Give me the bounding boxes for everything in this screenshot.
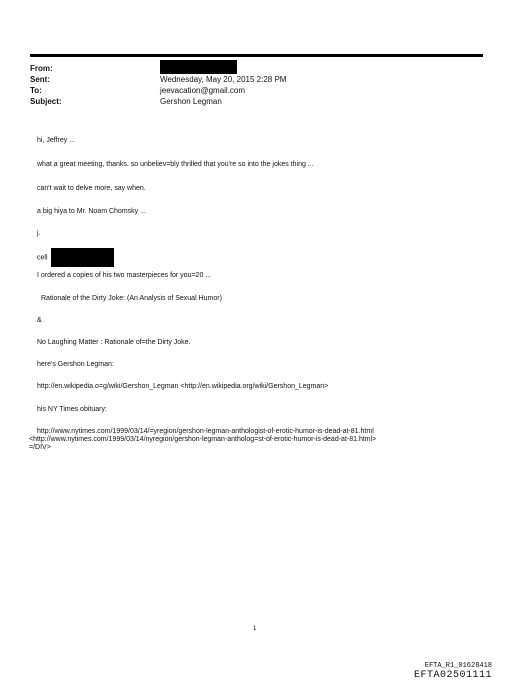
nyt-link: <http://www.nytimes.com/1999/03/14/nyregion/gershon-legman-antholog=st-of-erotic-humor-is-dead-at-81.html> [29, 436, 377, 443]
signature: j. [37, 230, 41, 237]
cell-label: cell [37, 254, 48, 262]
book-title: No Laughing Matter : Rationale of=the Dirty Joke. [37, 339, 191, 346]
body-line: a big hiya to Mr. Noam Chomsky ... [37, 208, 146, 215]
document-ids [414, 662, 492, 681]
nyt-link: http://www.nytimes.com/1999/03/14/=yregion/gershon-legman-anthologist-of-erotic-humor-is-dead-at-81.html [37, 428, 374, 435]
sent-value: Wednesday, May 20, 2015 2:28 PM [160, 75, 287, 84]
to-value: jeevacation@gmail.com [160, 86, 246, 95]
body-line: =/DIV> [29, 444, 51, 451]
subject-row [30, 97, 490, 108]
body-line: here's Gershon Legman: [37, 361, 114, 368]
ampersand: & [37, 317, 42, 324]
body-line: what a great meeting, thanks. so unbeliev=bly thrilled that you're so into the jokes thing ... [37, 161, 314, 168]
doc-id-small: EFTA_R1_01628418 [424, 662, 492, 670]
sent-row [30, 75, 490, 86]
wiki-link: http://en.wikipedia.o=g/wiki/Gershon_Legman <http://en.wikipedia.org/wiki/Gershon_Legman> [37, 383, 329, 390]
page-number: 1 [253, 626, 257, 632]
from-row [30, 64, 490, 75]
body-line: can't wait to delve more, say when. [37, 185, 146, 192]
cell-row [37, 248, 114, 267]
body-line: I ordered a copies of his two masterpieces for you=20 ... [37, 272, 212, 279]
book-title: Rationale of the Dirty Joke: (An Analysis of Sexual Humor) [41, 295, 222, 302]
subject-value: Gershon Legman [160, 97, 222, 106]
redaction-box [160, 60, 237, 74]
doc-id-large: EFTA02501111 [413, 670, 492, 681]
subject-label: Subject: [30, 97, 62, 106]
email-header [30, 64, 490, 108]
to-row [30, 86, 490, 97]
greeting: hi, Jeffrey ... [37, 137, 75, 144]
sent-label: Sent: [30, 75, 50, 84]
to-label: To: [30, 86, 42, 95]
redaction-box [51, 248, 114, 267]
header-divider [30, 54, 483, 57]
from-label: From: [30, 64, 53, 73]
body-line: his NY Times obituary: [37, 406, 107, 413]
